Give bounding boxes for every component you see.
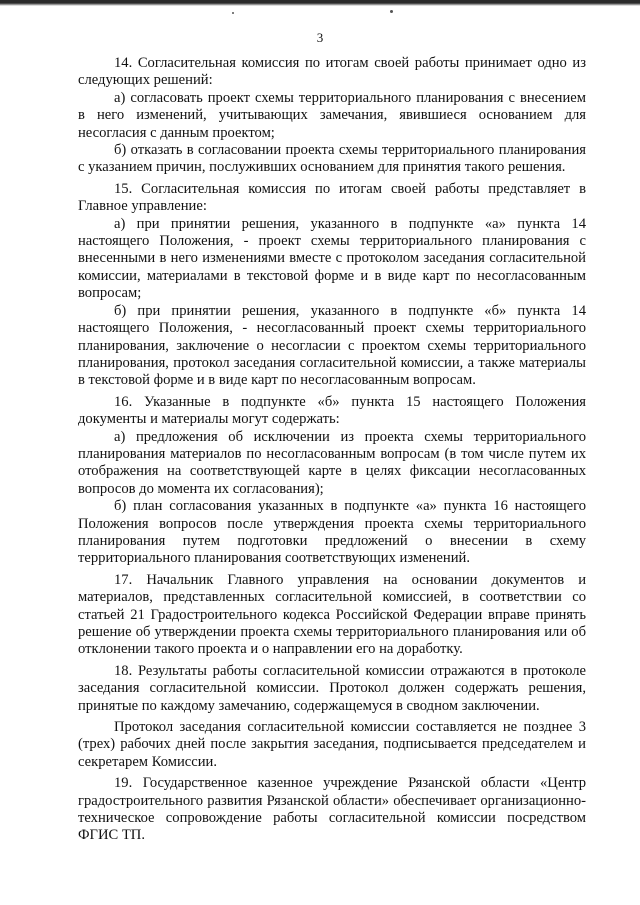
paragraph-14-b: б) отказать в согласовании проекта схемы территориального планирования с указанием причин, послуживших основанием для принятия такого решения. [78, 142, 586, 176]
paragraph-14: 14. Согласительная комиссия по итогам своей работы принимает одно из следующих решений: [78, 55, 586, 89]
page-number: 3 [316, 30, 324, 45]
scan-top-edge [0, 0, 640, 6]
paragraph-16: 16. Указанные в подпункте «б» пункта 15 настоящего Положения документы и материалы могут содержать: [78, 393, 586, 428]
paragraph-17: 17. Начальник Главного управления на основании документов и материалов, представленных согласительной комиссией, в соответствии со статьей 21 Градостроительного кодекса Российской Федерации вправе принять решение об утверждении проекта схемы территориального планирования или об отклонении такого проекта и о направлении его на доработку. [78, 571, 586, 658]
scan-speck [390, 10, 393, 13]
paragraph-15: 15. Согласительная комиссия по итогам своей работы представляет в Главное управление: [78, 180, 586, 215]
scan-speck [232, 12, 234, 14]
paragraph-18: 18. Результаты работы согласительной комиссии отражаются в протоколе заседания согласительной комиссии. Протокол должен содержать решения, принятые по каждому замечанию, содержащемуся в сводном заключении. [78, 662, 586, 714]
paragraph-15-a: а) при принятии решения, указанного в подпункте «а» пункта 14 настоящего Положения, - проект схемы территориального планирования с внесенными в него изменениями вместе с протоколом заседания согласительной комиссии, материалами в текстовой форме и в виде карт по несогласованным вопросам; [78, 215, 586, 302]
paragraph-19: 19. Государственное казенное учреждение Рязанской области «Центр градостроительного развития Рязанской области» обеспечивает организационно-техническое сопровождение работы согласительной комиссии посредством ФГИС ТП. [78, 775, 586, 844]
document-body [78, 55, 586, 845]
paragraph-16-a: а) предложения об исключении из проекта схемы территориального планирования материалов по несогласованным вопросам (в том числе путем их отображения на соответствующей карте в целях фиксации несогласованных вопросов до момента их согласования); [78, 428, 586, 497]
paragraph-16-b: б) план согласования указанных в подпункте «а» пункта 16 настоящего Положения вопросов после утверждения проекта схемы территориального планирования путем подготовки предложений о внесении в схему территориального планирования соответствующих изменений. [78, 498, 586, 567]
paragraph-15-b: б) при принятии решения, указанного в подпункте «б» пункта 14 настоящего Положения, - несогласованный проект схемы территориального планирования, заключение о несогласии с проектом схемы территориального планирования, протокол заседания согласительной комиссии, а также материалы в текстовой форме и в виде карт по несогласованным вопросам. [78, 302, 586, 389]
paragraph-18-protocol: Протокол заседания согласительной комиссии составляется не позднее 3 (трех) рабочих дней после закрытия заседания, подписывается председателем и секретарем Комиссии. [78, 719, 586, 770]
paragraph-14-a: а) согласовать проект схемы территориального планирования с внесением в него изменений, учитывающих замечания, явившиеся основанием для несогласия с данным проектом; [78, 89, 586, 141]
